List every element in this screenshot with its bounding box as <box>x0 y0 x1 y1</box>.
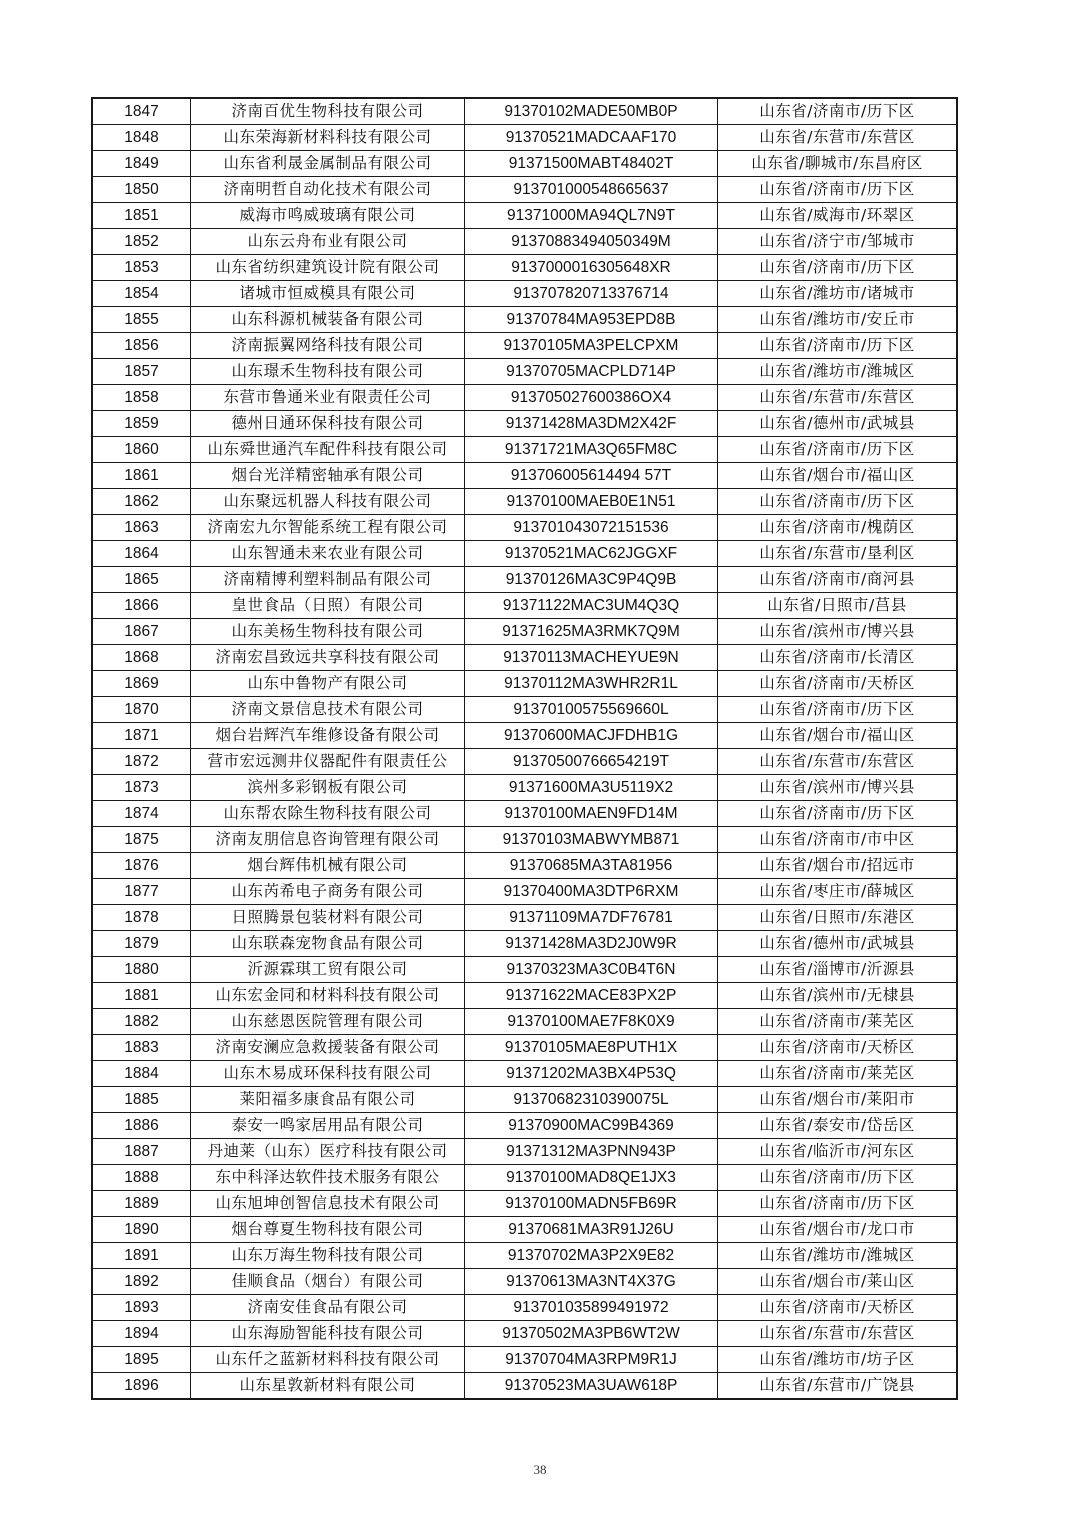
table-row <box>92 723 957 749</box>
table-row <box>92 749 957 775</box>
credit-code-cell: 91370681MA3R91J26U <box>465 1217 718 1243</box>
row-number-cell: 1882 <box>92 1009 191 1035</box>
row-number-cell: 1855 <box>92 307 191 333</box>
table-row <box>92 931 957 957</box>
table-row <box>92 957 957 983</box>
credit-code-cell: 913706005614494 57T <box>465 463 718 489</box>
company-name-cell: 山东芮希电子商务有限公司 <box>191 879 465 905</box>
table-body <box>92 98 957 1399</box>
region-cell: 山东省/滨州市/博兴县 <box>718 775 958 801</box>
credit-code-cell: 91370521MAC62JGGXF <box>465 541 718 567</box>
table-row <box>92 1347 957 1373</box>
table-row <box>92 177 957 203</box>
credit-code-cell: 91370105MAE8PUTH1X <box>465 1035 718 1061</box>
row-number-cell: 1889 <box>92 1191 191 1217</box>
row-number-cell: 1865 <box>92 567 191 593</box>
row-number-cell: 1858 <box>92 385 191 411</box>
row-number-cell: 1896 <box>92 1373 191 1400</box>
credit-code-cell: 91371721MA3Q65FM8C <box>465 437 718 463</box>
row-number-cell: 1864 <box>92 541 191 567</box>
row-number-cell: 1879 <box>92 931 191 957</box>
region-cell: 山东省/潍坊市/潍城区 <box>718 1243 958 1269</box>
row-number-cell: 1878 <box>92 905 191 931</box>
table-row <box>92 1165 957 1191</box>
region-cell: 山东省/东营市/东营区 <box>718 385 958 411</box>
company-name-cell: 济南振翼网络科技有限公司 <box>191 333 465 359</box>
table-row <box>92 801 957 827</box>
table-row <box>92 333 957 359</box>
row-number-cell: 1857 <box>92 359 191 385</box>
row-number-cell: 1860 <box>92 437 191 463</box>
table-row <box>92 1061 957 1087</box>
row-number-cell: 1852 <box>92 229 191 255</box>
credit-code-cell: 91370100MAD8QE1JX3 <box>465 1165 718 1191</box>
table-row <box>92 1373 957 1400</box>
company-name-cell: 烟台尊夏生物科技有限公司 <box>191 1217 465 1243</box>
region-cell: 山东省/烟台市/福山区 <box>718 723 958 749</box>
region-cell: 山东省/德州市/武城县 <box>718 411 958 437</box>
region-cell: 山东省/济南市/天桥区 <box>718 1035 958 1061</box>
region-cell: 山东省/日照市/东港区 <box>718 905 958 931</box>
company-name-cell: 济南明哲自动化技术有限公司 <box>191 177 465 203</box>
company-name-cell: 济南宏九尔智能系统工程有限公司 <box>191 515 465 541</box>
region-cell: 山东省/济南市/历下区 <box>718 1191 958 1217</box>
region-cell: 山东省/济南市/市中区 <box>718 827 958 853</box>
company-name-cell: 济南安澜应急救援装备有限公司 <box>191 1035 465 1061</box>
row-number-cell: 1874 <box>92 801 191 827</box>
credit-code-cell: 91371122MAC3UM4Q3Q <box>465 593 718 619</box>
credit-code-cell: 91370702MA3P2X9E82 <box>465 1243 718 1269</box>
company-name-cell: 山东海励智能科技有限公司 <box>191 1321 465 1347</box>
company-name-cell: 山东舜世通汽车配件科技有限公司 <box>191 437 465 463</box>
region-cell: 山东省/烟台市/莱阳市 <box>718 1087 958 1113</box>
company-name-cell: 烟台辉伟机械有限公司 <box>191 853 465 879</box>
company-name-cell: 济南文景信息技术有限公司 <box>191 697 465 723</box>
credit-code-cell: 91371600MA3U5119X2 <box>465 775 718 801</box>
credit-code-cell: 91370112MA3WHR2R1L <box>465 671 718 697</box>
company-name-cell: 济南百优生物科技有限公司 <box>191 98 465 125</box>
credit-code-cell: 91370400MA3DTP6RXM <box>465 879 718 905</box>
region-cell: 山东省/滨州市/博兴县 <box>718 619 958 645</box>
region-cell: 山东省/烟台市/龙口市 <box>718 1217 958 1243</box>
table-row <box>92 645 957 671</box>
table-row <box>92 1269 957 1295</box>
region-cell: 山东省/济南市/历下区 <box>718 98 958 125</box>
credit-code-cell: 91370523MA3UAW618P <box>465 1373 718 1400</box>
company-name-cell: 山东省纺织建筑设计院有限公司 <box>191 255 465 281</box>
credit-code-cell: 91370900MAC99B4369 <box>465 1113 718 1139</box>
credit-code-cell: 91371428MA3DM2X42F <box>465 411 718 437</box>
company-name-cell: 济南友朋信息咨询管理有限公司 <box>191 827 465 853</box>
credit-code-cell: 91370500766654219T <box>465 749 718 775</box>
region-cell: 山东省/枣庄市/薛城区 <box>718 879 958 905</box>
company-name-cell: 山东万海生物科技有限公司 <box>191 1243 465 1269</box>
row-number-cell: 1867 <box>92 619 191 645</box>
table-row <box>92 697 957 723</box>
row-number-cell: 1862 <box>92 489 191 515</box>
credit-code-cell: 91370502MA3PB6WT2W <box>465 1321 718 1347</box>
row-number-cell: 1880 <box>92 957 191 983</box>
company-name-cell: 营市宏远测井仪器配件有限责任公 <box>191 749 465 775</box>
region-cell: 山东省/泰安市/岱岳区 <box>718 1113 958 1139</box>
row-number-cell: 1848 <box>92 125 191 151</box>
company-name-cell: 日照腾景包装材料有限公司 <box>191 905 465 931</box>
region-cell: 山东省/潍坊市/安丘市 <box>718 307 958 333</box>
row-number-cell: 1888 <box>92 1165 191 1191</box>
page-number: 38 <box>533 1462 547 1477</box>
region-cell: 山东省/聊城市/东昌府区 <box>718 151 958 177</box>
credit-code-cell: 91370682310390075L <box>465 1087 718 1113</box>
region-cell: 山东省/济南市/天桥区 <box>718 671 958 697</box>
row-number-cell: 1866 <box>92 593 191 619</box>
table-row <box>92 619 957 645</box>
table-row <box>92 1087 957 1113</box>
row-number-cell: 1859 <box>92 411 191 437</box>
row-number-cell: 1895 <box>92 1347 191 1373</box>
region-cell: 山东省/东营市/东营区 <box>718 749 958 775</box>
region-cell: 山东省/潍坊市/坊子区 <box>718 1347 958 1373</box>
row-number-cell: 1847 <box>92 98 191 125</box>
company-name-cell: 济南安佳食品有限公司 <box>191 1295 465 1321</box>
row-number-cell: 1869 <box>92 671 191 697</box>
table-row <box>92 1295 957 1321</box>
credit-code-cell: 91371000MA94QL7N9T <box>465 203 718 229</box>
table-row <box>92 437 957 463</box>
table-row <box>92 1243 957 1269</box>
region-cell: 山东省/济南市/历下区 <box>718 489 958 515</box>
credit-code-cell: 91370521MADCAAF170 <box>465 125 718 151</box>
region-cell: 山东省/济南市/长清区 <box>718 645 958 671</box>
credit-code-cell: 91370100575569660L <box>465 697 718 723</box>
company-name-cell: 山东科源机械装备有限公司 <box>191 307 465 333</box>
region-cell: 山东省/济南市/历下区 <box>718 697 958 723</box>
row-number-cell: 1887 <box>92 1139 191 1165</box>
table-row <box>92 905 957 931</box>
table-row <box>92 489 957 515</box>
credit-code-cell: 91371625MA3RMK7Q9M <box>465 619 718 645</box>
company-name-cell: 莱阳福多康食品有限公司 <box>191 1087 465 1113</box>
region-cell: 山东省/济南市/莱芜区 <box>718 1061 958 1087</box>
row-number-cell: 1872 <box>92 749 191 775</box>
table-row <box>92 983 957 1009</box>
region-cell: 山东省/烟台市/福山区 <box>718 463 958 489</box>
company-name-cell: 德州日通环保科技有限公司 <box>191 411 465 437</box>
row-number-cell: 1851 <box>92 203 191 229</box>
company-name-cell: 东营市鲁通米业有限责任公司 <box>191 385 465 411</box>
credit-code-cell: 91370100MADN5FB69R <box>465 1191 718 1217</box>
company-name-cell: 佳顺食品（烟台）有限公司 <box>191 1269 465 1295</box>
credit-code-cell: 91370100MAEB0E1N51 <box>465 489 718 515</box>
table-row <box>92 1321 957 1347</box>
credit-code-cell: 91371312MA3PNN943P <box>465 1139 718 1165</box>
region-cell: 山东省/济南市/历下区 <box>718 177 958 203</box>
row-number-cell: 1853 <box>92 255 191 281</box>
credit-code-cell: 91370705MACPLD714P <box>465 359 718 385</box>
table-row <box>92 1035 957 1061</box>
row-number-cell: 1863 <box>92 515 191 541</box>
region-cell: 山东省/潍坊市/潍城区 <box>718 359 958 385</box>
credit-code-cell: 91370704MA3RPM9R1J <box>465 1347 718 1373</box>
company-name-cell: 济南宏昌致远共享科技有限公司 <box>191 645 465 671</box>
region-cell: 山东省/淄博市/沂源县 <box>718 957 958 983</box>
company-name-cell: 山东星敦新材料有限公司 <box>191 1373 465 1400</box>
company-name-cell: 威海市鸣威玻璃有限公司 <box>191 203 465 229</box>
company-name-cell: 山东宏金同和材料科技有限公司 <box>191 983 465 1009</box>
region-cell: 山东省/济南市/历下区 <box>718 333 958 359</box>
company-name-cell: 诸城市恒威模具有限公司 <box>191 281 465 307</box>
row-number-cell: 1893 <box>92 1295 191 1321</box>
credit-code-cell: 913701043072151536 <box>465 515 718 541</box>
row-number-cell: 1870 <box>92 697 191 723</box>
table-row <box>92 567 957 593</box>
credit-code-cell: 91370685MA3TA81956 <box>465 853 718 879</box>
company-name-cell: 泰安一鸣家居用品有限公司 <box>191 1113 465 1139</box>
company-name-cell: 山东中鲁物产有限公司 <box>191 671 465 697</box>
credit-code-cell: 91371109MA7DF76781 <box>465 905 718 931</box>
table-row <box>92 1139 957 1165</box>
region-cell: 山东省/德州市/武城县 <box>718 931 958 957</box>
region-cell: 山东省/滨州市/无棣县 <box>718 983 958 1009</box>
region-cell: 山东省/济南市/历下区 <box>718 1165 958 1191</box>
company-name-cell: 山东木易成环保科技有限公司 <box>191 1061 465 1087</box>
row-number-cell: 1886 <box>92 1113 191 1139</box>
table-row <box>92 671 957 697</box>
table-row <box>92 1113 957 1139</box>
row-number-cell: 1875 <box>92 827 191 853</box>
table-row <box>92 359 957 385</box>
credit-code-cell: 91371500MABT48402T <box>465 151 718 177</box>
credit-code-cell: 91370113MACHEYUE9N <box>465 645 718 671</box>
company-name-cell: 山东璟禾生物科技有限公司 <box>191 359 465 385</box>
company-name-cell: 山东联森宠物食品有限公司 <box>191 931 465 957</box>
table-row <box>92 853 957 879</box>
row-number-cell: 1871 <box>92 723 191 749</box>
company-name-cell: 山东聚远机器人科技有限公司 <box>191 489 465 515</box>
table-row <box>92 515 957 541</box>
company-name-cell: 山东省利晟金属制品有限公司 <box>191 151 465 177</box>
company-name-cell: 山东智通未来农业有限公司 <box>191 541 465 567</box>
table-row <box>92 203 957 229</box>
row-number-cell: 1876 <box>92 853 191 879</box>
row-number-cell: 1884 <box>92 1061 191 1087</box>
row-number-cell: 1850 <box>92 177 191 203</box>
region-cell: 山东省/临沂市/河东区 <box>718 1139 958 1165</box>
row-number-cell: 1892 <box>92 1269 191 1295</box>
company-name-cell: 丹迪莱（山东）医疗科技有限公司 <box>191 1139 465 1165</box>
company-name-cell: 滨州多彩钢板有限公司 <box>191 775 465 801</box>
row-number-cell: 1890 <box>92 1217 191 1243</box>
company-name-cell: 山东仟之蓝新材料科技有限公司 <box>191 1347 465 1373</box>
row-number-cell: 1881 <box>92 983 191 1009</box>
company-name-cell: 烟台光洋精密轴承有限公司 <box>191 463 465 489</box>
row-number-cell: 1868 <box>92 645 191 671</box>
table-row <box>92 125 957 151</box>
table-row <box>92 385 957 411</box>
row-number-cell: 1883 <box>92 1035 191 1061</box>
table-row <box>92 307 957 333</box>
company-name-cell: 烟台岩辉汽车维修设备有限公司 <box>191 723 465 749</box>
credit-code-cell: 913701000548665637 <box>465 177 718 203</box>
company-name-cell: 东中科泽达软件技术服务有限公 <box>191 1165 465 1191</box>
credit-code-cell: 91370784MA953EPD8B <box>465 307 718 333</box>
company-name-cell: 山东荣海新材料科技有限公司 <box>191 125 465 151</box>
credit-code-cell: 913705027600386OX4 <box>465 385 718 411</box>
row-number-cell: 1861 <box>92 463 191 489</box>
credit-code-cell: 91371202MA3BX4P53Q <box>465 1061 718 1087</box>
row-number-cell: 1873 <box>92 775 191 801</box>
company-name-cell: 皇世食品（日照）有限公司 <box>191 593 465 619</box>
company-name-cell: 山东云舟布业有限公司 <box>191 229 465 255</box>
table-row <box>92 463 957 489</box>
region-cell: 山东省/东营市/东营区 <box>718 125 958 151</box>
company-name-cell: 山东帮农除生物科技有限公司 <box>191 801 465 827</box>
table-row <box>92 281 957 307</box>
credit-code-cell: 91370100MAEN9FD14M <box>465 801 718 827</box>
credit-code-cell: 91371428MA3D2J0W9R <box>465 931 718 957</box>
table-row <box>92 229 957 255</box>
table-row <box>92 151 957 177</box>
region-cell: 山东省/威海市/环翠区 <box>718 203 958 229</box>
table-row <box>92 827 957 853</box>
table-row <box>92 411 957 437</box>
company-name-cell: 沂源霖琪工贸有限公司 <box>191 957 465 983</box>
row-number-cell: 1856 <box>92 333 191 359</box>
credit-code-cell: 913707820713376714 <box>465 281 718 307</box>
region-cell: 山东省/潍坊市/诸城市 <box>718 281 958 307</box>
credit-code-cell: 91370323MA3C0B4T6N <box>465 957 718 983</box>
credit-code-cell: 9137000016305648XR <box>465 255 718 281</box>
credit-code-cell: 91371622MACE83PX2P <box>465 983 718 1009</box>
region-cell: 山东省/烟台市/招远市 <box>718 853 958 879</box>
credit-code-cell: 91370883494050349M <box>465 229 718 255</box>
table-row <box>92 255 957 281</box>
region-cell: 山东省/日照市/莒县 <box>718 593 958 619</box>
credit-code-cell: 91370105MA3PELCPXM <box>465 333 718 359</box>
company-registry-table <box>91 97 958 1400</box>
table-row <box>92 541 957 567</box>
table-row <box>92 879 957 905</box>
region-cell: 山东省/济南市/天桥区 <box>718 1295 958 1321</box>
region-cell: 山东省/济南市/历下区 <box>718 801 958 827</box>
table-row <box>92 98 957 125</box>
region-cell: 山东省/东营市/垦利区 <box>718 541 958 567</box>
table-row <box>92 593 957 619</box>
credit-code-cell: 913701035899491972 <box>465 1295 718 1321</box>
credit-code-cell: 91370600MACJFDHB1G <box>465 723 718 749</box>
company-name-cell: 济南精博利塑料制品有限公司 <box>191 567 465 593</box>
region-cell: 山东省/东营市/东营区 <box>718 1321 958 1347</box>
region-cell: 山东省/济宁市/邹城市 <box>718 229 958 255</box>
company-name-cell: 山东慈恩医院管理有限公司 <box>191 1009 465 1035</box>
region-cell: 山东省/济南市/历下区 <box>718 437 958 463</box>
table-row <box>92 1217 957 1243</box>
table-row <box>92 775 957 801</box>
row-number-cell: 1854 <box>92 281 191 307</box>
credit-code-cell: 91370103MABWYMB871 <box>465 827 718 853</box>
row-number-cell: 1891 <box>92 1243 191 1269</box>
region-cell: 山东省/烟台市/莱山区 <box>718 1269 958 1295</box>
region-cell: 山东省/济南市/历下区 <box>718 255 958 281</box>
table-row <box>92 1191 957 1217</box>
table-row <box>92 1009 957 1035</box>
credit-code-cell: 91370126MA3C9P4Q9B <box>465 567 718 593</box>
credit-code-cell: 91370100MAE7F8K0X9 <box>465 1009 718 1035</box>
credit-code-cell: 91370613MA3NT4X37G <box>465 1269 718 1295</box>
region-cell: 山东省/济南市/槐荫区 <box>718 515 958 541</box>
credit-code-cell: 91370102MADE50MB0P <box>465 98 718 125</box>
region-cell: 山东省/东营市/广饶县 <box>718 1373 958 1400</box>
row-number-cell: 1849 <box>92 151 191 177</box>
row-number-cell: 1885 <box>92 1087 191 1113</box>
company-name-cell: 山东美杨生物科技有限公司 <box>191 619 465 645</box>
region-cell: 山东省/济南市/商河县 <box>718 567 958 593</box>
row-number-cell: 1894 <box>92 1321 191 1347</box>
region-cell: 山东省/济南市/莱芜区 <box>718 1009 958 1035</box>
row-number-cell: 1877 <box>92 879 191 905</box>
company-name-cell: 山东旭坤创智信息技术有限公司 <box>191 1191 465 1217</box>
